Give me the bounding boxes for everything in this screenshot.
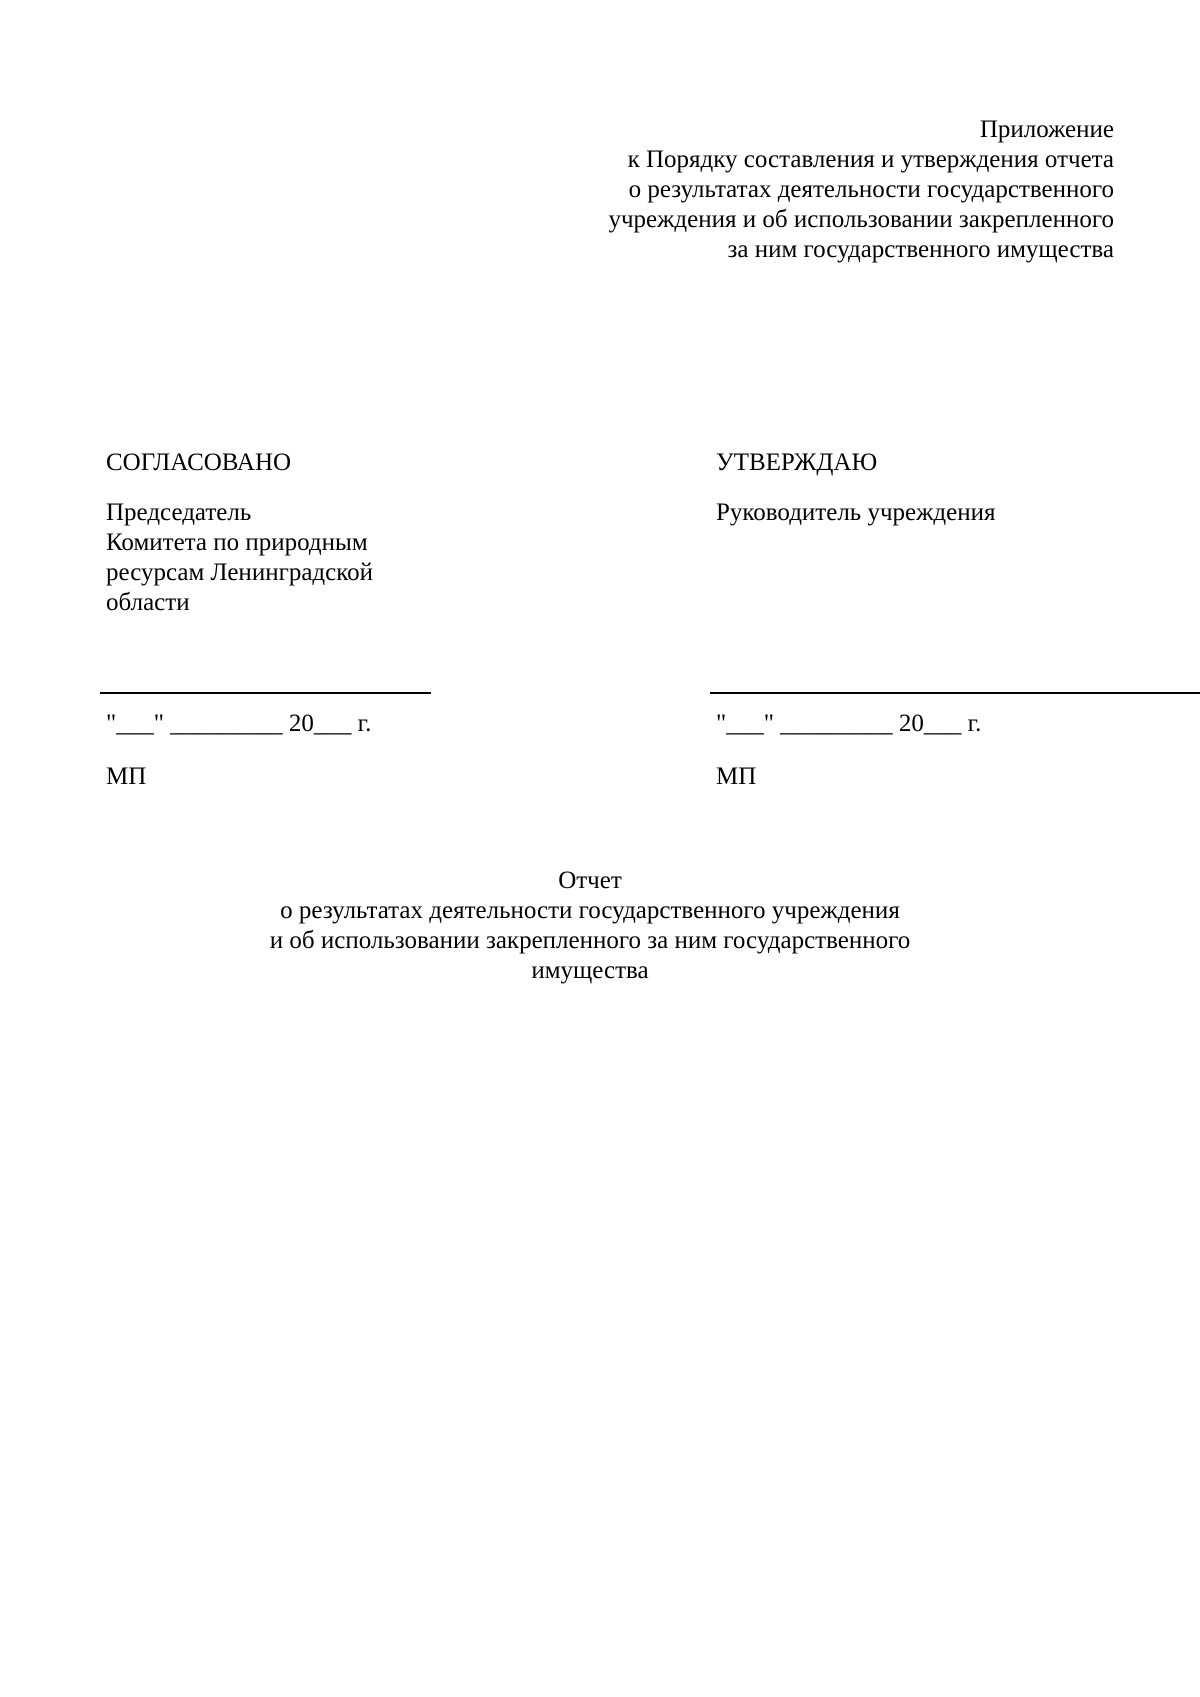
appendix-line: к Порядку составления и утверждения отчета bbox=[627, 146, 1114, 173]
agreed-position bbox=[106, 498, 466, 618]
report-title bbox=[150, 866, 1030, 986]
approved-date-line: "___" _________ 20___ г. bbox=[716, 710, 982, 737]
appendix-reference bbox=[414, 115, 1114, 265]
appendix-line: за ним государственного имущества bbox=[727, 236, 1114, 263]
appendix-line: учреждения и об использовании закрепленного bbox=[608, 206, 1114, 233]
agreed-heading: СОГЛАСОВАНО bbox=[106, 449, 292, 476]
agreed-stamp-mark: МП bbox=[106, 763, 147, 790]
approved-position-line: Руководитель учреждения bbox=[716, 499, 996, 526]
agreed-position-line: ресурсам Ленинградской bbox=[106, 559, 373, 586]
approved-block bbox=[716, 448, 1186, 528]
appendix-line: Приложение bbox=[979, 116, 1114, 143]
agreed-position-line: области bbox=[106, 589, 190, 616]
agreed-block bbox=[106, 448, 466, 618]
approved-signature-line bbox=[710, 692, 1200, 694]
agreed-signature-line bbox=[100, 692, 431, 694]
approved-position bbox=[716, 498, 1186, 528]
report-title-line: и об использовании закрепленного за ним государственного bbox=[269, 927, 911, 954]
approved-stamp-mark: МП bbox=[716, 763, 757, 790]
appendix-line: о результатах деятельности государственного bbox=[628, 176, 1114, 203]
report-title-line: Отчет bbox=[558, 867, 622, 894]
agreed-position-line: Председатель bbox=[106, 499, 252, 526]
agreed-date-line: "___" _________ 20___ г. bbox=[106, 710, 372, 737]
report-title-line: о результатах деятельности государственного учреждения bbox=[280, 897, 900, 924]
report-title-line: имущества bbox=[531, 957, 649, 984]
agreed-position-line: Комитета по природным bbox=[106, 529, 368, 556]
approved-heading: УТВЕРЖДАЮ bbox=[716, 449, 878, 476]
